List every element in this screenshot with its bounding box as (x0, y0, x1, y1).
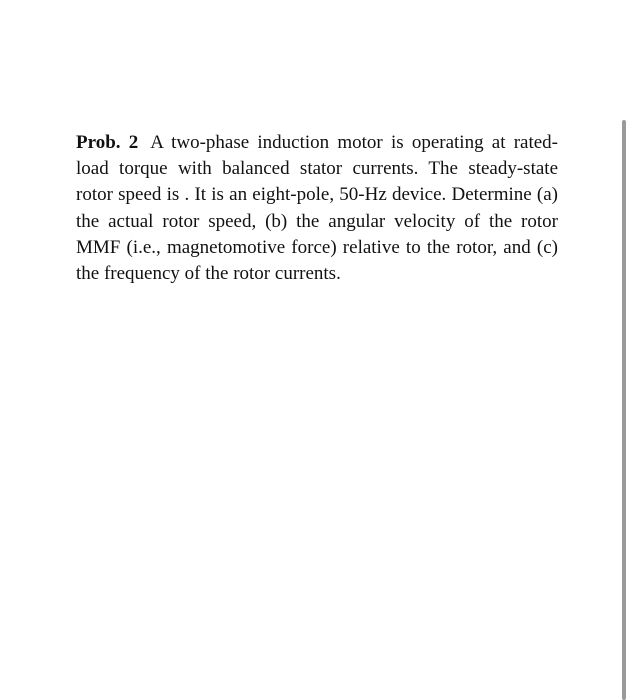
scrollbar[interactable] (622, 120, 626, 700)
problem-label: Prob. 2 (76, 132, 139, 153)
problem-statement (76, 130, 558, 287)
problem-text: A two-phase induction motor is operating at rated-load torque with balanced stator currents. The steady-state rotor speed is . It is an eight-pole, 50-Hz device. Determine (a) the actual rotor speed, (b) the angular velocity of the rotor MMF (i.e., magnetomotive force) relative to the rotor, and (c) the frequency of the rotor currents. (76, 132, 558, 285)
